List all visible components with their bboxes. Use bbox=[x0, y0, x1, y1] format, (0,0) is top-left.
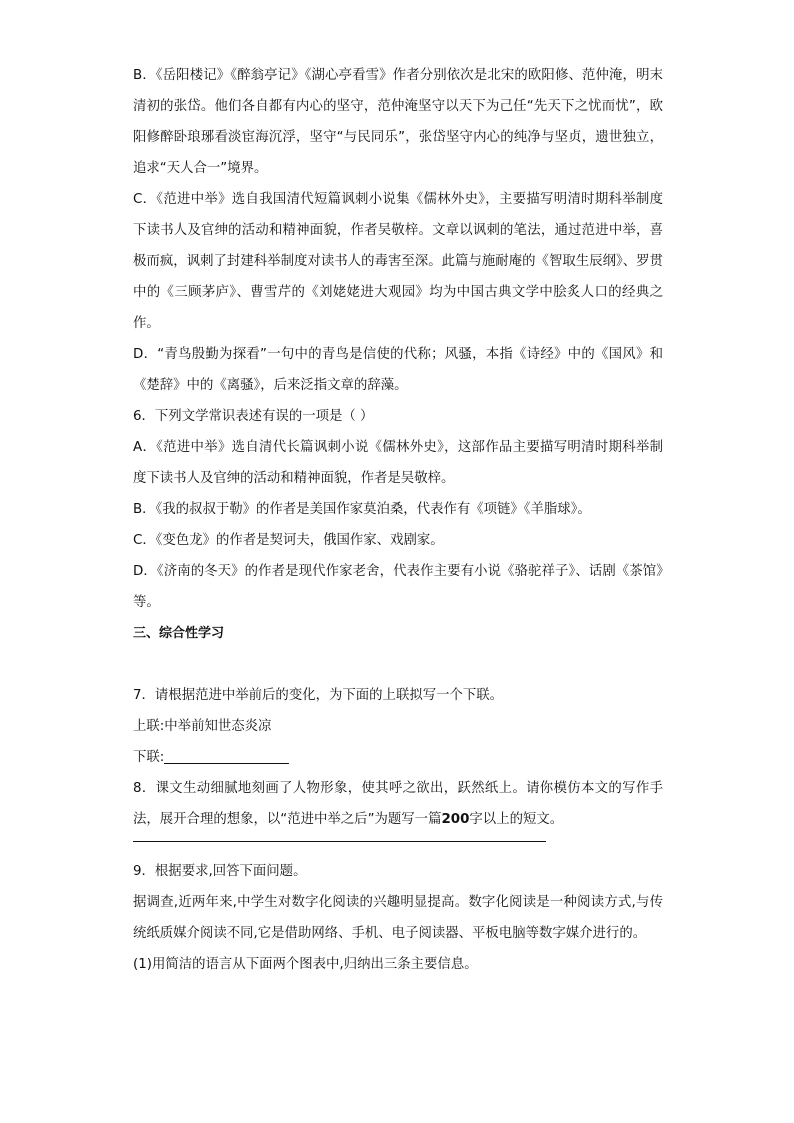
q6-stem: 6．下列文学常识表述有误的一项是（ ） bbox=[133, 409, 374, 424]
q7-upper-couplet: 上联:中举前知世态炎凉 bbox=[133, 719, 272, 734]
q7-lower-couplet bbox=[133, 742, 663, 773]
q7-stem: 7．请根据范进中举前后的变化，为下面的上联拟写一个下联。 bbox=[133, 688, 504, 703]
q6-option-b: B．《我的叔叔于勒》的作者是美国作家莫泊桑，代表作有《项链》《羊脂球》。 bbox=[133, 502, 591, 517]
section-spacer bbox=[133, 649, 663, 680]
q6-option-d: D．《济南的冬天》的作者是现代作家老舍，代表作主要有小说《骆驼祥子》、话剧《茶馆》等。 bbox=[133, 564, 663, 610]
q6-option-a: A．《范进中举》选自清代长篇讽刺小说《儒林外史》，这部作品主要描写明清时期科举制度下读书人及官绅的活动和精神面貌，作者是吴敬梓。 bbox=[133, 440, 663, 486]
q5-option-d: D．“青鸟殷勤为探看”一句中的青鸟是信使的代称；风骚，本指《诗经》中的《国风》和《楚辞》中的《离骚》，后来泛指文章的辞藻。 bbox=[133, 347, 663, 393]
q9-subquestion-1: (1)用简洁的语言从下面两个图表中,归纳出三条主要信息。 bbox=[133, 957, 478, 972]
q7-lower-label: 下联: bbox=[133, 750, 165, 765]
q8-text-part2: 字以上的短文。 bbox=[469, 812, 564, 827]
q5-option-b: B．《岳阳楼记》《醉翁亭记》《湖心亭看雪》作者分别依次是北宋的欧阳修、范仲淹，明末清初的张岱。他们各自都有内心的坚守，范仲淹坚守以天下为己任“先天下之忧而忧”，欧阳修醉卧琅琊看淡宦海沉浮，坚守“与民同乐”，张岱坚守内心的纯净与坚贞，遗世独立，追求“天人合一”境界。 bbox=[133, 68, 663, 176]
q8-stem bbox=[133, 773, 663, 835]
document-page bbox=[133, 60, 663, 980]
q8-word-count: 200 bbox=[441, 812, 470, 827]
q9-stem: 9．根据要求,回答下面问题。 bbox=[133, 864, 307, 879]
q8-answer-line[interactable] bbox=[133, 841, 546, 842]
q9-passage: 据调查,近两年来,中学生对数字化阅读的兴趣明显提高。数字化阅读是一种阅读方式,与传统纸质媒介阅读不同,它是借助网络、手机、电子阅读器、平板电脑等数字媒介进行的。 bbox=[133, 895, 663, 941]
q8-text-part1: 8．课文生动细腻地刻画了人物形象，使其呼之欲出，跃然纸上。请你模仿本文的写作手法，展开合理的想象，以“范进中举之后”为题写一篇 bbox=[133, 781, 663, 827]
section-heading: 三、综合性学习 bbox=[133, 626, 225, 641]
q6-option-c: C．《变色龙》的作者是契诃夫，俄国作家、戏剧家。 bbox=[133, 533, 444, 548]
q5-option-c: C．《范进中举》选自我国清代短篇讽刺小说集《儒林外史》，主要描写明清时期科举制度下读书人及官绅的活动和精神面貌，作者吴敬梓。文章以讽刺的笔法，通过范进中举，喜极而疯，讽刺了封建科举制度对读书人的毒害至深。此篇与施耐庵的《智取生辰纲》、罗贯中的《三顾茅庐》、曹雪芹的《刘姥姥进大观园》均为中国古典文学中脍炙人口的经典之作。 bbox=[133, 192, 663, 331]
q7-answer-blank[interactable] bbox=[164, 747, 289, 764]
